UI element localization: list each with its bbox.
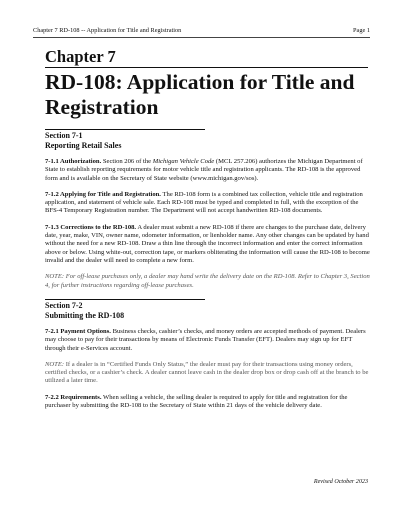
section-title: Reporting Retail Sales — [45, 140, 122, 150]
revision-footer: Revised October 2023 — [313, 479, 368, 485]
paragraph-text: The RD-108 form is a combined tax collection, vehicle title and registration application, and statement of vehicle sale. Each RD-108 must be typed and completed in full, with the exception of the BFS-4 Temporary Registration number. The Department will not accept handwritten RD-108 documents. — [45, 190, 363, 215]
header-chapter-title: Chapter 7 RD-108 -- Application for Title and Registration — [33, 27, 182, 34]
section-title: Submitting the RD-108 — [45, 310, 125, 320]
page-header — [33, 26, 370, 36]
document-body — [45, 129, 370, 419]
note-off-lease: NOTE: For off-lease purchases only, a dealer may hand write the delivery date on the RD-108. Refer to Chapter 3, Section 4, for further instructions regarding off-lease purchases. — [45, 273, 370, 289]
paragraph-applying — [45, 191, 370, 216]
paragraph-authorization — [45, 158, 370, 183]
paragraph-text: Section 206 of the — [101, 158, 153, 165]
paragraph-text: A dealer must submit a new RD-108 if there are changes to the purchase date, delivery date, year, make, VIN, owner name, odometer information, or lienholder name. Any other changes can be updated by hand without the need for a new RD-108. Draw a thin line through the incorrect information and enter the correct information above or below. Using white-out, correction tape, or markers obliterating the information will cause the RD-108 to become invalid and the dealer will need to complete a new form. — [45, 223, 370, 264]
section-number: Section 7-2 — [45, 299, 205, 311]
paragraph-heading: 7-1.2 Applying for Title and Registration. — [45, 190, 161, 198]
paragraph-text: (MCL 257.206) authorizes the Michigan Department of State to establish reporting requirements for motor vehicle title and registration applicants. The RD-108 is the approved form and is available on the Secretary of State website (www.michigan.gov/sos). — [45, 158, 363, 182]
note-label: NOTE: — [45, 360, 65, 368]
law-reference: Michigan Vehicle Code — [152, 158, 215, 165]
paragraph-heading: 7-2.2 Requirements. — [45, 393, 102, 401]
section-number: Section 7-1 — [45, 129, 205, 141]
chapter-title: RD-108: Application for Title and Registration — [45, 70, 355, 119]
paragraph-text: Business checks, cashier’s checks, and money orders are accepted methods of payment. Dealers may choose to pay for their transactions by means of Electronic Funds Transfer (EFT). Dealers may sign up for EFT through their e-Services account. — [45, 328, 366, 352]
header-page-number: Page 1 — [353, 27, 370, 34]
chapter-divider — [45, 67, 368, 68]
paragraph-corrections — [45, 224, 370, 265]
header-divider — [33, 37, 370, 38]
note-text: If a dealer is in “Certified Funds Only Status,” the dealer must pay for their transactions using money orders, certified checks, or a cashier’s check. A dealer cannot leave cash in the dealer drop box or drop cash off at the branch to be utilized a later time. — [45, 360, 369, 385]
paragraph-text: When selling a vehicle, the selling dealer is required to apply for title and registration for the purchaser by submitting the RD-108 to the Secretary of State within 21 days of the vehicle delivery date. — [45, 393, 348, 410]
chapter-label: Chapter 7 — [45, 47, 116, 66]
paragraph-heading: 7-1.3 Corrections to the RD-108. — [45, 223, 137, 231]
note-certified-funds — [45, 361, 370, 386]
paragraph-heading: 7-2.1 Payment Options. — [45, 328, 111, 335]
paragraph-heading: 7-1.1 Authorization. — [45, 158, 102, 165]
paragraph-requirements — [45, 394, 370, 411]
paragraph-payment-options — [45, 328, 370, 353]
